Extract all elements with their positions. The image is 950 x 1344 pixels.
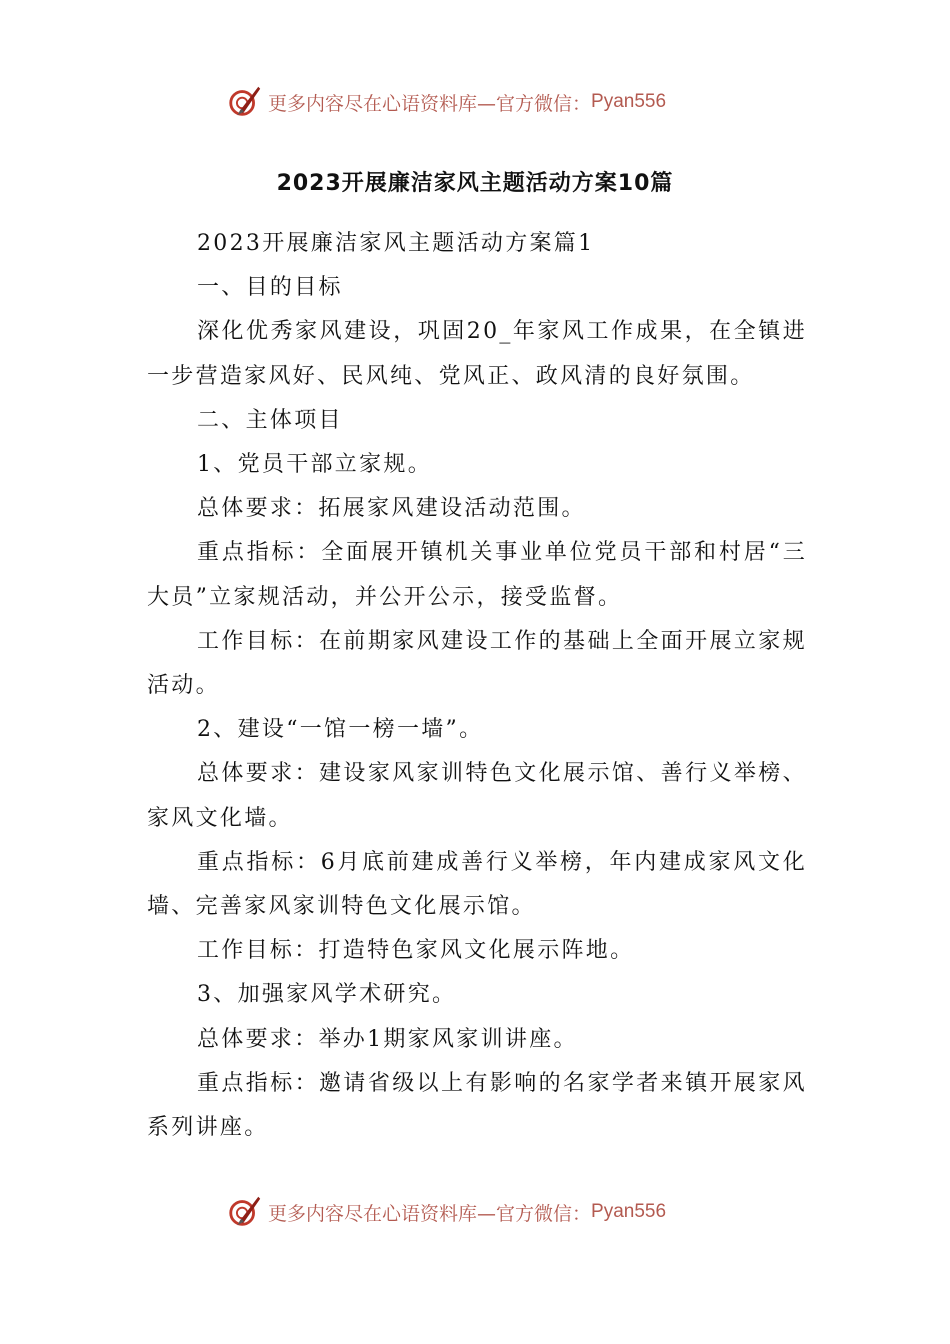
quill-pen-logo-icon [226, 1193, 264, 1231]
paragraph: 总体要求：举办1期家风家训讲座。 [197, 1026, 578, 1052]
paragraph: 总体要求：建设家风家训特色文化展示馆、善行义举榜、家风文化墙。 [147, 761, 807, 831]
section-heading: 2023开展廉洁家风主题活动方案篇1 [197, 231, 595, 256]
quill-pen-logo-icon [226, 83, 264, 121]
heading-purpose: 一、目的目标 [197, 275, 343, 301]
footer-banner-wechat-id: Pyan556 [591, 1201, 667, 1222]
header-banner-text: 更多内容尽在心语资料库—官方微信： [268, 92, 592, 115]
list-item: 2、建设“一馆一榜一墙”。 [197, 717, 484, 743]
footer-banner [226, 1192, 666, 1232]
document-body [147, 222, 807, 1150]
paragraph: 重点指标：6月底前建成善行义举榜，年内建成家风文化墙、完善家风家训特色文化展示馆。 [147, 849, 807, 920]
heading-main-projects: 二、主体项目 [197, 407, 343, 433]
paragraph: 工作目标：在前期家风建设工作的基础上全面开展立家规活动。 [147, 628, 807, 699]
header-banner [226, 82, 666, 122]
paragraph: 总体要求：拓展家风建设活动范围。 [197, 496, 586, 522]
list-item: 3、加强家风学术研究。 [197, 982, 457, 1008]
paragraph: 深化优秀家风建设，巩固20_年家风工作成果，在全镇进一步营造家风好、民风纯、党风正、政风清的良好氛围。 [147, 319, 807, 389]
footer-banner-text: 更多内容尽在心语资料库—官方微信： [268, 1202, 592, 1225]
paragraph: 重点指标：全面展开镇机关事业单位党员干部和村居“三大员”立家规活动，并公开公示，接受监督。 [147, 540, 807, 610]
header-banner-wechat-id: Pyan556 [591, 91, 667, 112]
list-item: 1、党员干部立家规。 [197, 452, 432, 478]
document-title: 2023开展廉洁家风主题活动方案10篇 [276, 171, 674, 196]
paragraph: 工作目标：打造特色家风文化展示阵地。 [197, 938, 635, 964]
paragraph: 重点指标：邀请省级以上有影响的名家学者来镇开展家风系列讲座。 [147, 1070, 807, 1141]
